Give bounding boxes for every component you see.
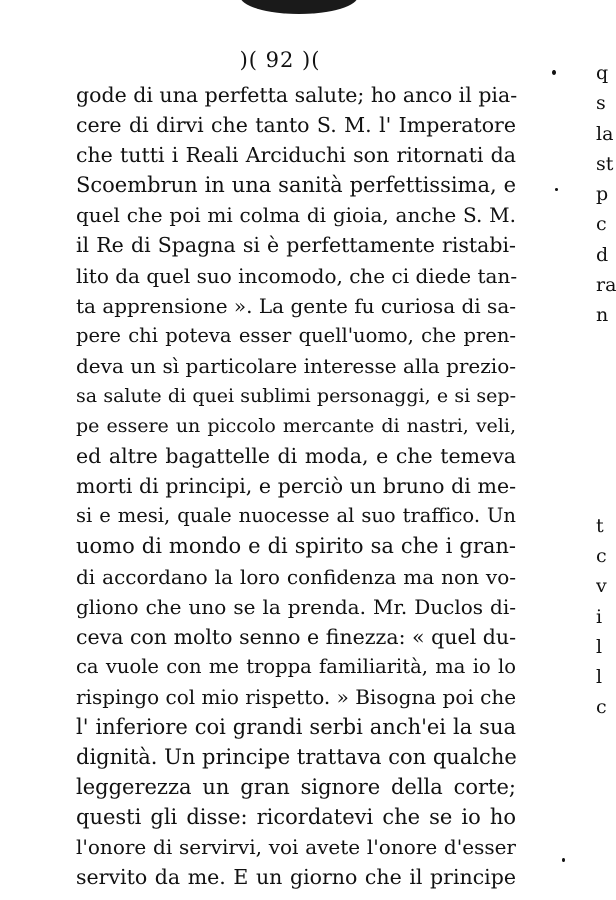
text-line: si e mesi, quale nuocesse al suo traffico. Un	[76, 504, 516, 528]
facing-page-fragment: st	[596, 152, 614, 175]
facing-page-fragment: t	[596, 514, 604, 537]
facing-page-edge	[596, 58, 616, 723]
text-line: pere chi poteva esser quell'uomo, che pren-	[76, 323, 516, 347]
ink-speck	[562, 858, 565, 862]
page-number: )( 92 )(	[239, 48, 321, 72]
facing-page-fragment: s	[596, 92, 606, 115]
facing-page-fragment: ra	[596, 274, 616, 297]
text-line: lito da quel suo incomodo, che ci diede tan-	[76, 263, 518, 288]
facing-page-fragment: n	[596, 304, 609, 327]
facing-page-fragment: c	[596, 544, 607, 567]
text-line: servito da me. E un giorno che il principe	[76, 865, 516, 890]
text-line: che tutti i Reali Arciduchi son ritornati da	[76, 143, 516, 168]
facing-page-fragment: p	[596, 183, 609, 206]
text-line: di accordano la loro confidenza ma non vo-	[76, 564, 516, 589]
facing-page-fragment: c	[596, 213, 607, 236]
ink-speck	[552, 70, 556, 75]
text-line: gode di una perfetta salute; ho anco il pia-	[76, 83, 518, 107]
text-line: dignità. Un principe trattava con qualche	[76, 745, 517, 770]
text-line: ed altre bagattelle di moda, e che temeva	[76, 444, 516, 469]
ink-blot	[240, 0, 358, 14]
text-line: cere di dirvi che tanto S. M. l' Imperatore	[76, 113, 516, 138]
text-line: rispingo col mio rispetto. » Bisogna poi che	[76, 684, 517, 709]
text-line: ta apprensione ». La gente fu curiosa di sa-	[76, 293, 516, 318]
facing-page-fragment: q	[596, 62, 609, 84]
text-line: deva un sì particolare interesse alla prezio-	[76, 353, 516, 378]
text-line: l' inferiore coi grandi serbi anch'ei la sua	[76, 714, 516, 739]
text-line: gliono che uno se la prenda. Mr. Duclos di-	[76, 594, 516, 619]
text-line: quel che poi mi colma di gioia, anche S. M.	[76, 203, 516, 228]
text-line: ca vuole con me troppa familiarità, ma io lo	[76, 654, 516, 678]
text-line: leggerezza un gran signore della corte;	[76, 775, 516, 800]
text-line: il Re di Spagna si è perfettamente ristabi-	[76, 233, 516, 258]
facing-page-fragment: v	[596, 575, 607, 598]
text-line: ceva con molto senno e finezza: « quel du-	[76, 624, 516, 649]
facing-page-fragment: d	[596, 243, 609, 266]
text-line: Scoembrun in una sanità perfettissima, e	[76, 173, 516, 198]
text-line: l'onore di servirvi, voi avete l'onore d'esser	[76, 835, 516, 860]
facing-page-fragment: la	[596, 122, 614, 145]
text-line: sa salute di quei sublimi personaggi, e si sep-	[76, 384, 516, 407]
text-line: pe essere un piccolo mercante di nastri, veli,	[76, 415, 516, 438]
facing-page-fragment: l	[596, 635, 603, 658]
text-line: uomo di mondo e di spirito sa che i gran-	[76, 534, 516, 559]
facing-page-fragment: c	[596, 696, 607, 719]
facing-page-fragment: i	[596, 605, 603, 628]
text-line: morti di principi, e perciò un bruno di me-	[76, 474, 516, 499]
ink-speck	[555, 188, 558, 191]
text-line: questi gli disse: ricordatevi che se io ho	[76, 805, 516, 830]
body-text	[76, 80, 516, 893]
facing-page-fragment: l	[596, 666, 603, 689]
